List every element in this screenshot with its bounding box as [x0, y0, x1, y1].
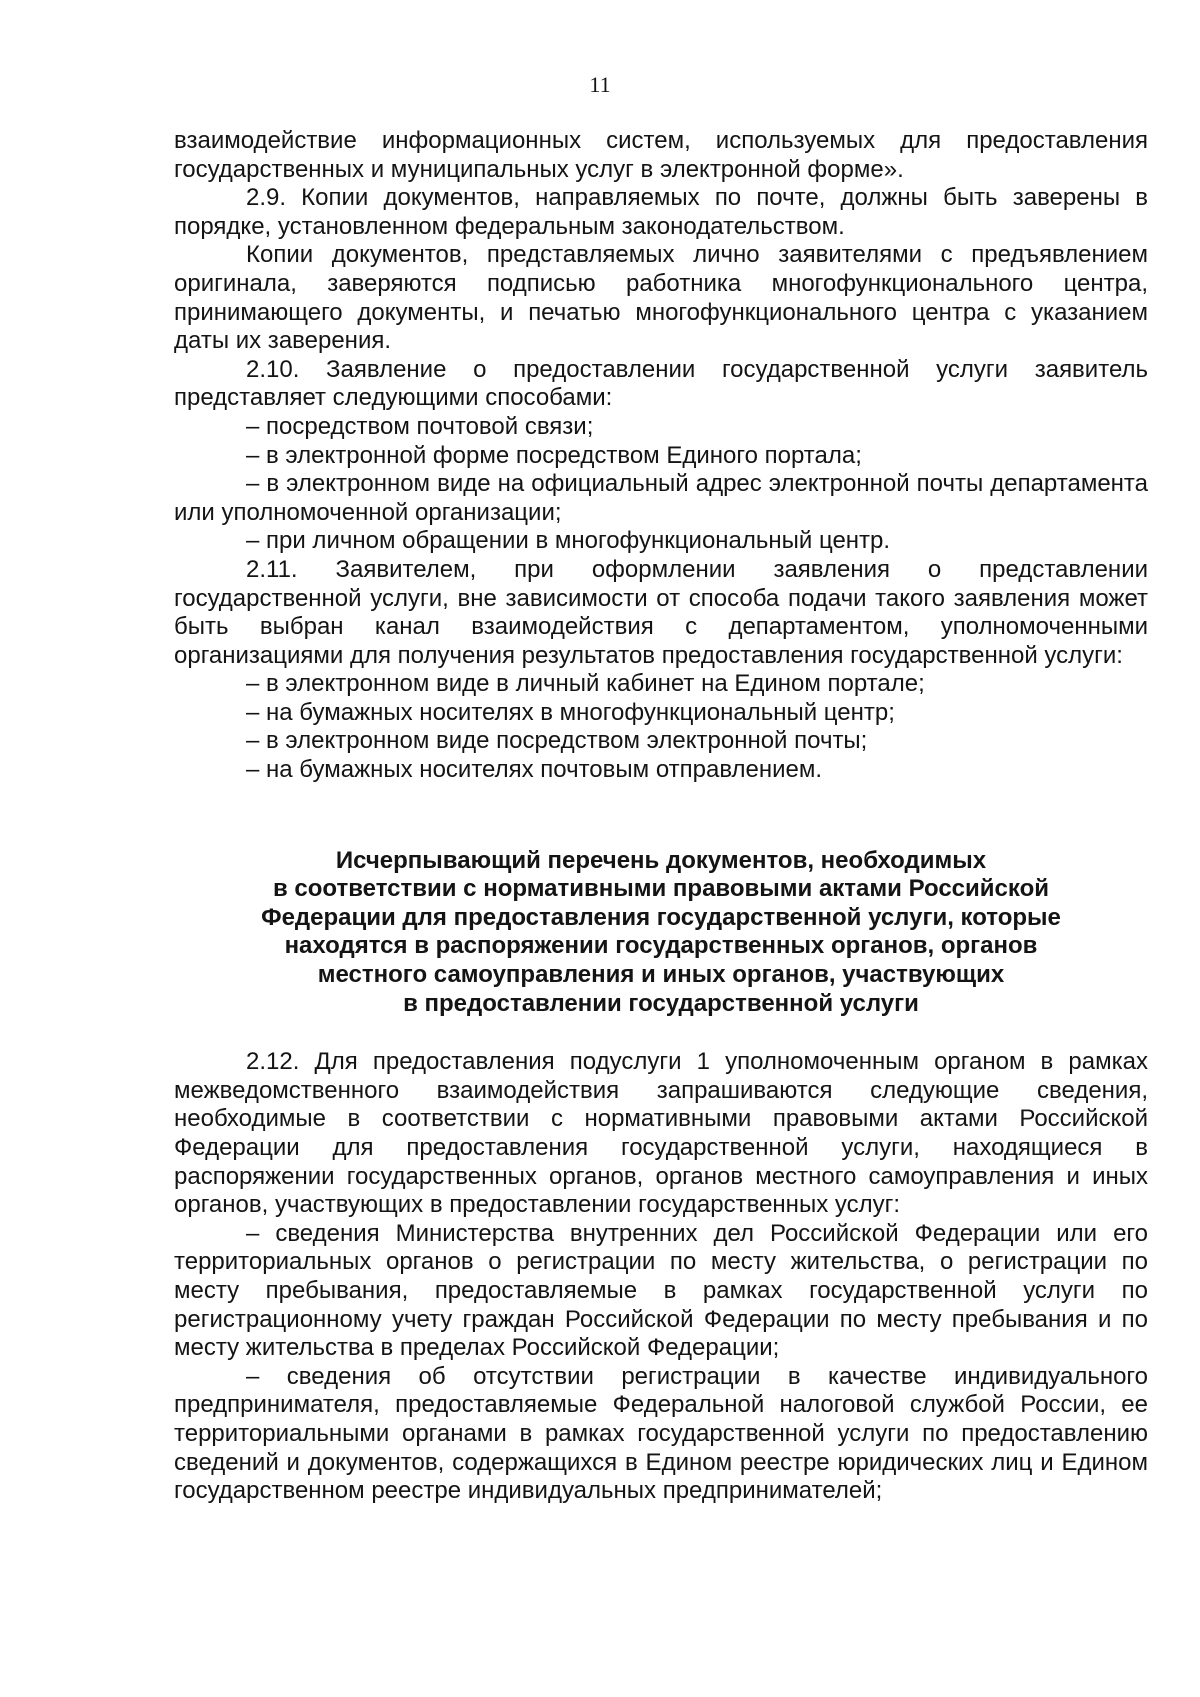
paragraph-2-11: 2.11. Заявителем, при оформлении заявления о представлении государственной услуги, вне зависимости от способа подачи такого заявления может быть выбран канал взаимодействия с департаментом, уполномоченными организациями для получения результатов предоставления государственной услуги:: [174, 555, 1148, 669]
list-item-electronic-mail: – в электронном виде посредством электронной почты;: [246, 727, 868, 755]
list-item-personal-cabinet: – в электронном виде в личный кабинет на Едином портале;: [246, 670, 925, 698]
heading-line: в соответствии с нормативными правовыми актами Российской: [273, 875, 1049, 903]
section-heading: [174, 847, 1148, 1019]
list-item-mfc-visit: – при личном обращении в многофункциональный центр.: [246, 527, 891, 555]
list-item-paper-post: – на бумажных носителях почтовым отправлением.: [246, 756, 823, 784]
list-item-mvd-registration: – сведения Министерства внутренних дел Российской Федерации или его территориальных органов о регистрации по месту жительства, о регистрации по месту пребывания, предоставляемые в рамках государственной услуги по регистрационному учету граждан Российской Федерации по месту пребывания и по месту жительства в пределах Российской Федерации;: [174, 1219, 1148, 1362]
heading-line: Федерации для предоставления государственной услуги, которые: [261, 903, 1061, 931]
list-item-tax-service: – сведения об отсутствии регистрации в качестве индивидуального предпринимателя, предоставляемые Федеральной налоговой службой России, ее территориальными органами в рамках государственной услуги по предоставлению сведений и документов, содержащихся в Едином реестре юридических лиц и Едином государственном реестре индивидуальных предпринимателей;: [174, 1362, 1148, 1505]
list-item-email: – в электронном виде на официальный адрес электронной почты департамента или уполномоченной организации;: [174, 470, 1148, 526]
heading-line: находятся в распоряжении государственных органов, органов: [284, 932, 1038, 960]
list-item-postal: – посредством почтовой связи;: [246, 412, 594, 440]
heading-line: местного самоуправления и иных органов, участвующих: [317, 961, 1005, 989]
list-item-paper-mfc: – на бумажных носителях в многофункциональный центр;: [246, 698, 895, 726]
paragraph-continuation: взаимодействие информационных систем, используемых для предоставления государственных и муниципальных услуг в электронной форме».: [174, 127, 1148, 183]
list-item-unified-portal: – в электронной форме посредством Единого портала;: [246, 441, 862, 469]
paragraph-copies-certification: Копии документов, представляемых лично заявителями с предъявлением оригинала, заверяются подписью работника многофункционального центра, принимающего документы, и печатью многофункционального центра с указанием даты их заверения.: [174, 241, 1148, 355]
heading-line: в предоставлении государственной услуги: [403, 989, 919, 1017]
paragraph-2-9: 2.9. Копии документов, направляемых по почте, должны быть заверены в порядке, установленном федеральным законодательством.: [174, 184, 1148, 240]
paragraph-2-12: 2.12. Для предоставления подуслуги 1 уполномоченным органом в рамках межведомственного взаимодействия запрашиваются следующие сведения, необходимые в соответствии с нормативными правовыми актами Российской Федерации для предоставления государственной услуги, находящиеся в распоряжении государственных органов, органов местного самоуправления и иных органов, участвующих в предоставлении государственных услуг:: [174, 1048, 1148, 1219]
page-number: 11: [589, 72, 611, 97]
document-body: [174, 127, 1148, 1506]
heading-line: Исчерпывающий перечень документов, необходимых: [335, 846, 987, 874]
paragraph-2-10: 2.10. Заявление о предоставлении государственной услуги заявитель представляет следующими способами:: [174, 355, 1148, 412]
